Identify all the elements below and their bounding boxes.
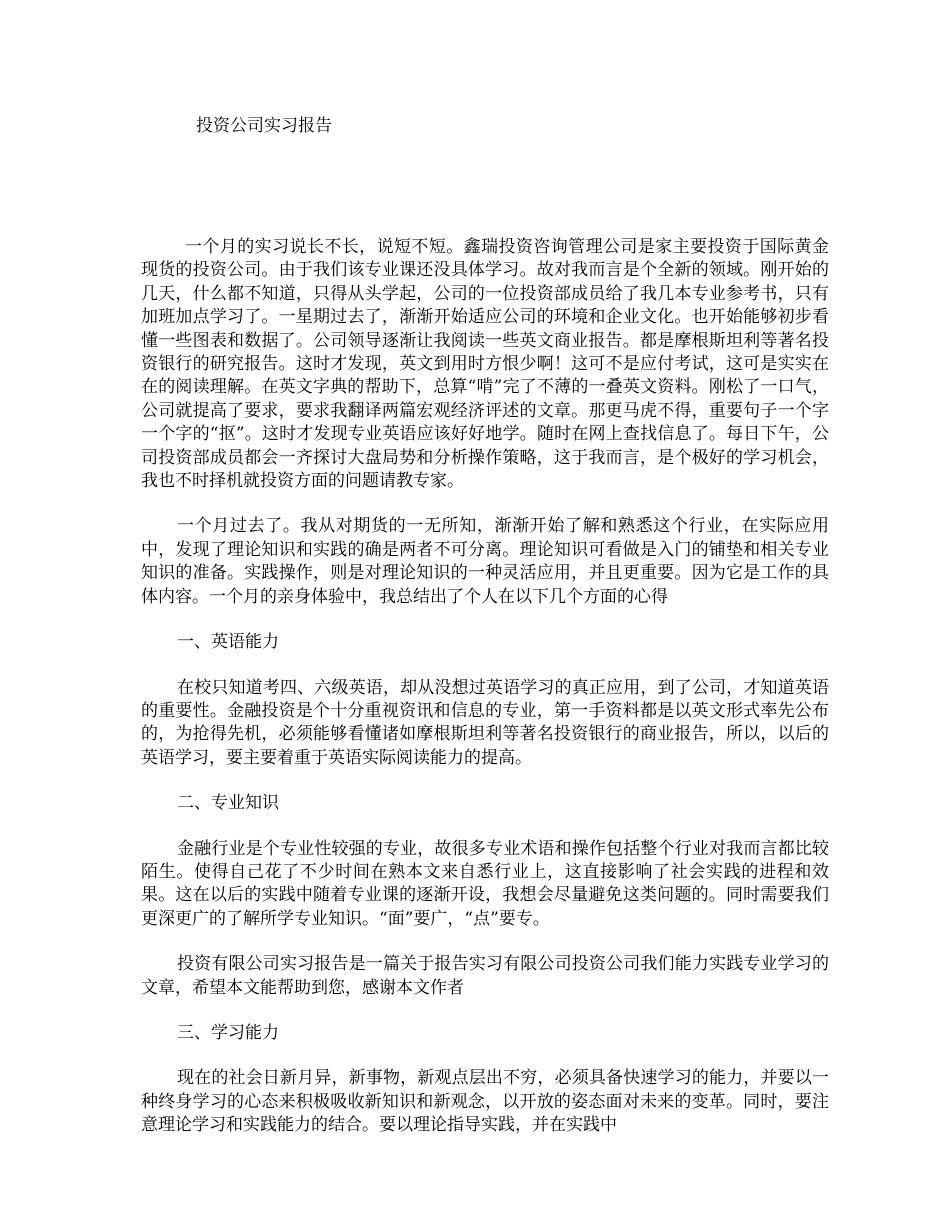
- paragraph-professional: 金融行业是个专业性较强的专业，故很多专业术语和操作包括整个行业对我而言都比较陌生。使得自己花了不少时间在熟本文来自悉行业上，这直接影响了社会实践的进程和效果。这在以后的实践中随着专业课的逐渐开设，我想会尽量避免这类问题的。同时需要我们更深更广的了解所学专业知识。“面”要广，“点”要专。: [141, 838, 829, 929]
- document-body: [141, 236, 829, 1160]
- document-title: 投资公司实习报告: [196, 116, 332, 136]
- paragraph-learning: 现在的社会日新月异，新事物，新观点层出不穷，必须具备快速学习的能力，并要以一种终身学习的心态来积极吸收新知识和新观念，以开放的姿态面对未来的变革。同时，要注意理论学习和实践能力的结合。要以理论指导实践，并在实践中: [141, 1068, 829, 1136]
- paragraph-note: 投资有限公司实习报告是一篇关于报告实习有限公司投资公司我们能力实践专业学习的文章，希望本文能帮助到您，感谢本文作者: [141, 954, 829, 998]
- paragraph-summary: 一个月过去了。我从对期货的一无所知，渐渐开始了解和熟悉这个行业，在实际应用中，发现了理论知识和实践的确是两者不可分离。理论知识可看做是入门的铺垫和相关专业知识的准备。实践操作，则是对理论知识的一种灵活应用，并且更重要。因为它是工作的具体内容。一个月的亲身体验中，我总结出了个人在以下几个方面的心得: [141, 516, 829, 607]
- section-heading-learning: 三、学习能力: [177, 1022, 279, 1043]
- paragraph-english: 在校只知道考四、六级英语，却从没想过英语学习的真正应用，到了公司，才知道英语的重要性。金融投资是个十分重视资讯和信息的专业，第一手资料都是以英文形式率先公布的，为抢得先机，必须能够看懂诸如摩根斯坦利等著名投资银行的商业报告，所以，以后的英语学习，要主要着重于英语实际阅读能力的提高。: [141, 677, 829, 768]
- section-heading-english: 一、英语能力: [177, 632, 279, 653]
- paragraph-intro: 一个月的实习说长不长，说短不短。鑫瑞投资咨询管理公司是家主要投资于国际黄金现货的投资公司。由于我们该专业课还没具体学习。故对我而言是个全新的领域。刚开始的几天，什么都不知道，只得从头学起，公司的一位投资部成员给了我几本专业参考书，只有加班加点学习了。一星期过去了，渐渐开始适应公司的环境和企业文化。也开始能够初步看懂一些图表和数据了。公司领导逐渐让我阅读一些英文商业报告。都是摩根斯坦利等著名投资银行的研究报告。这时才发现，英文到用时方恨少啊！这可不是应付考试，这可是实实在在的阅读理解。在英文字典的帮助下，总算“啃”完了不薄的一叠英文资料。刚松了一口气，公司就提高了要求，要求我翻译两篇宏观经济评述的文章。那更马虎不得，重要句子一个字一个字的“抠”。这时才发现专业英语应该好好地学。随时在网上查找信息了。每日下午，公司投资部成员都会一齐探讨大盘局势和分析操作策略，这于我而言，是个极好的学习机会，我也不时择机就投资方面的问题请教专家。: [141, 237, 829, 492]
- section-heading-professional: 二、专业知识: [177, 793, 279, 814]
